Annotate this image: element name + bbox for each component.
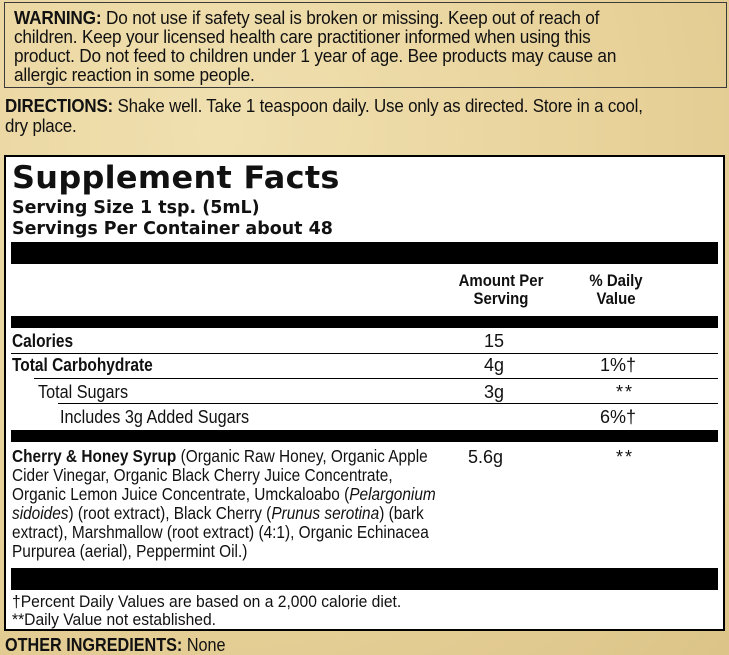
other-ingredients-label: OTHER INGREDIENTS: <box>5 635 183 655</box>
other-ingredients <box>5 635 226 655</box>
medium-divider <box>11 430 718 442</box>
syrup-text-4c: ) (bark <box>379 503 424 523</box>
medium-divider <box>11 316 718 328</box>
warning-box <box>4 2 727 88</box>
other-ingredients-value: None <box>182 635 226 655</box>
directions <box>5 96 727 136</box>
row-calories-amount: 15 <box>484 331 505 351</box>
warning-label: WARNING: <box>14 7 102 28</box>
syrup-text-5: extract), Marshmallow (root extract) (4:1), Organic Echinacea <box>12 522 429 542</box>
thick-divider-top <box>11 242 718 264</box>
column-header-dv <box>576 272 655 308</box>
syrup-dv: ** <box>615 447 634 467</box>
directions-text-2: dry place. <box>5 115 77 136</box>
syrup-text-2: Cider Vinegar, Organic Black Cherry Juice Concentrate, <box>12 465 393 485</box>
syrup-text-4b: ) (root extract), Black Cherry ( <box>68 503 272 523</box>
row-carbohydrate-label: Total Carbohydrate <box>12 355 153 375</box>
column-header-dv-2: Value <box>596 289 636 308</box>
syrup-text-3a: Organic Lemon Juice Concentrate, Umckaloabo ( <box>12 484 350 504</box>
directions-label: DIRECTIONS: <box>5 95 114 116</box>
column-header-amount <box>448 272 554 308</box>
row-divider <box>11 353 718 354</box>
column-header-amount-2: Serving <box>473 289 529 308</box>
row-divider <box>34 378 718 379</box>
row-sugars-label: Total Sugars <box>38 382 129 402</box>
supplement-facts-panel <box>4 155 725 631</box>
warning-text-4: allergic reaction in some people. <box>14 64 255 85</box>
syrup-text-6: Purpurea (aerial), Peppermint Oil.) <box>12 541 248 561</box>
syrup-text-3i: Pelargonium <box>349 484 436 504</box>
footnote-not-established: **Daily Value not established. <box>12 610 217 629</box>
column-header-amount-1: Amount Per <box>458 271 544 290</box>
warning-text-3: product. Do not feed to children under 1 year of age. Bee products may cause an <box>14 45 617 66</box>
column-header-dv-1: % Daily <box>589 271 643 290</box>
warning-text-1: Do not use if safety seal is broken or missing. Keep out of reach of <box>101 7 600 28</box>
row-carbohydrate-dv: 1%† <box>599 355 636 375</box>
syrup-text-1: (Organic Raw Honey, Organic Apple <box>176 446 428 466</box>
syrup-text-4i: sidoides <box>12 503 69 523</box>
syrup-name: Cherry & Honey Syrup <box>12 446 177 466</box>
row-sugars-amount: 3g <box>484 382 505 402</box>
row-calories-label: Calories <box>12 331 74 351</box>
serving-size: Serving Size 1 tsp. (5mL) <box>12 197 260 218</box>
syrup-description <box>12 447 462 561</box>
row-added-sugars-dv: 6%† <box>599 407 636 427</box>
footnote-daily-values: †Percent Daily Values are based on a 2,000 calorie diet. <box>12 592 402 611</box>
thick-divider-bottom <box>11 568 718 590</box>
servings-per-container: Servings Per Container about 48 <box>12 218 333 239</box>
row-carbohydrate-amount: 4g <box>484 355 505 375</box>
row-added-sugars-label: Includes 3g Added Sugars <box>60 407 250 427</box>
syrup-text-4i2: Prunus serotina <box>271 503 380 523</box>
facts-title: Supplement Facts <box>12 160 340 196</box>
row-sugars-dv: ** <box>615 382 634 402</box>
warning-text-2: children. Keep your licensed health care practitioner informed when using this <box>14 26 591 47</box>
syrup-amount: 5.6g <box>468 447 504 467</box>
directions-text-1: Shake well. Take 1 teaspoon daily. Use only as directed. Store in a cool, <box>113 95 643 116</box>
row-divider <box>58 403 718 404</box>
